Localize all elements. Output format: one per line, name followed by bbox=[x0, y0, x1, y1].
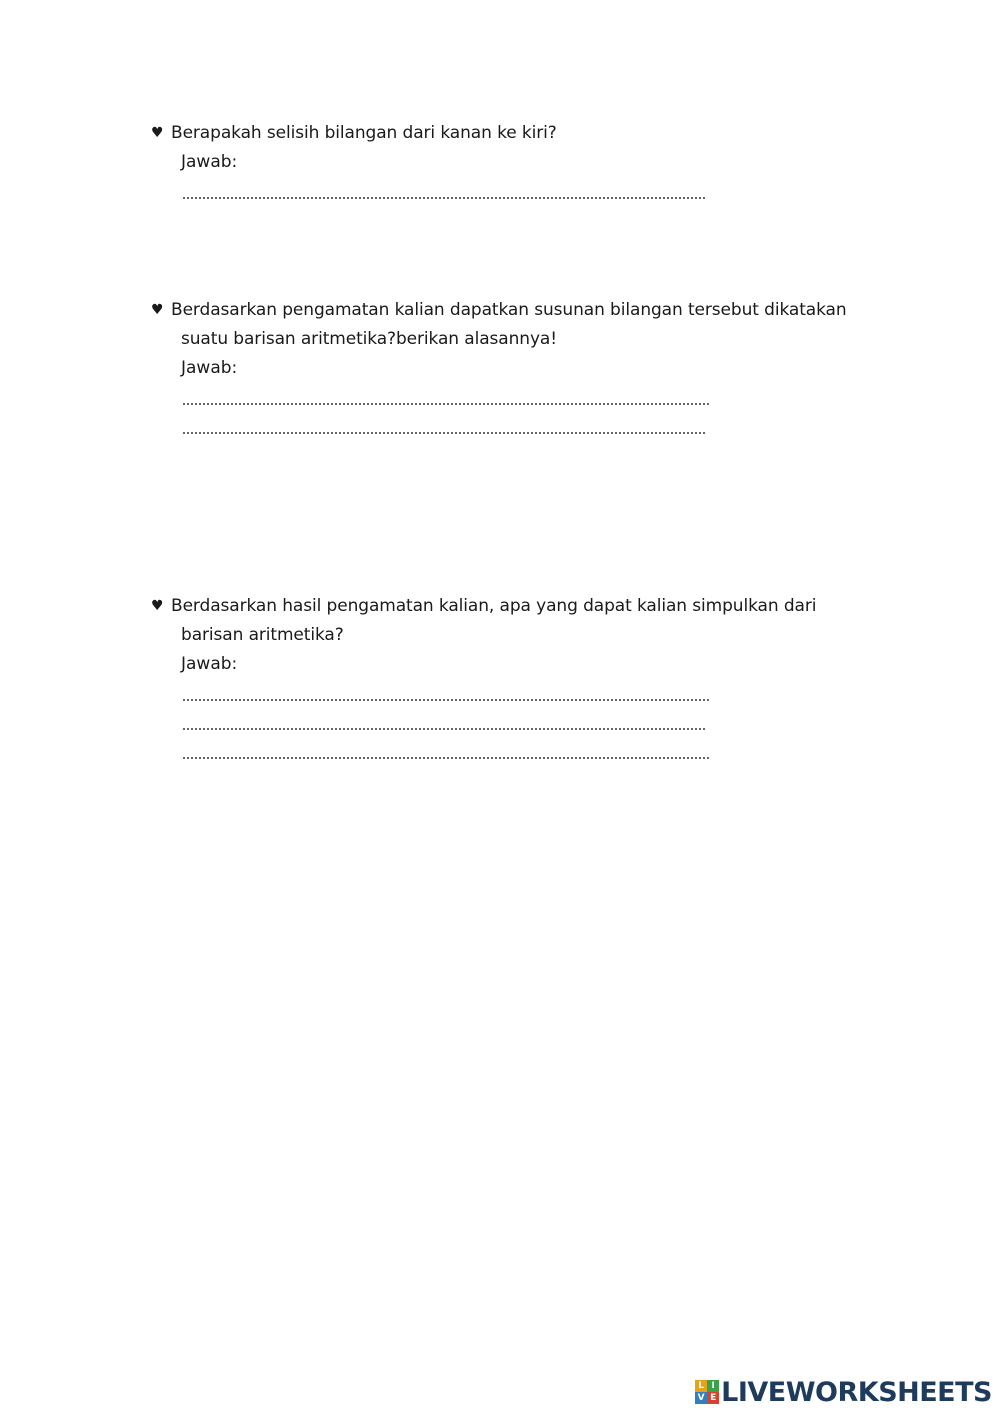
answer-label: Jawab: bbox=[181, 654, 238, 674]
answer-label: Jawab: bbox=[181, 152, 238, 172]
answer-field[interactable] bbox=[182, 178, 870, 207]
question-line bbox=[150, 621, 870, 650]
logo-mark-letter: I bbox=[707, 1380, 719, 1392]
answer-field[interactable] bbox=[182, 680, 870, 709]
answer-field[interactable] bbox=[182, 413, 870, 442]
question-line bbox=[150, 325, 870, 354]
answer-field[interactable] bbox=[182, 738, 870, 767]
question-2 bbox=[150, 296, 870, 442]
question-1 bbox=[150, 119, 870, 207]
logo-mark-letter: V bbox=[695, 1392, 707, 1404]
question-text: Berdasarkan hasil pengamatan kalian, apa yang dapat kalian simpulkan dari bbox=[171, 596, 817, 616]
question-line bbox=[150, 592, 870, 621]
heart-bullet-icon: ♥ bbox=[151, 302, 164, 318]
question-line bbox=[150, 296, 870, 325]
heart-bullet-icon: ♥ bbox=[151, 125, 164, 141]
liveworksheets-logo bbox=[695, 1377, 992, 1407]
logo-mark-letter: L bbox=[695, 1380, 707, 1392]
question-text: Berdasarkan pengamatan kalian dapatkan susunan bilangan tersebut dikatakan bbox=[171, 300, 847, 320]
answer-field[interactable] bbox=[182, 384, 870, 413]
question-text: suatu barisan aritmetika?berikan alasannya! bbox=[181, 329, 557, 349]
question-text: Berapakah selisih bilangan dari kanan ke kiri? bbox=[171, 123, 557, 143]
liveworksheets-mark-icon bbox=[695, 1380, 719, 1404]
heart-bullet-icon: ♥ bbox=[151, 598, 164, 614]
question-line bbox=[150, 119, 870, 148]
answer-field[interactable] bbox=[182, 709, 870, 738]
logo-text: LIVEWORKSHEETS bbox=[721, 1376, 992, 1408]
answer-label: Jawab: bbox=[181, 358, 238, 378]
question-3 bbox=[150, 592, 870, 767]
question-text: barisan aritmetika? bbox=[181, 625, 344, 645]
logo-mark-letter: E bbox=[707, 1392, 719, 1404]
